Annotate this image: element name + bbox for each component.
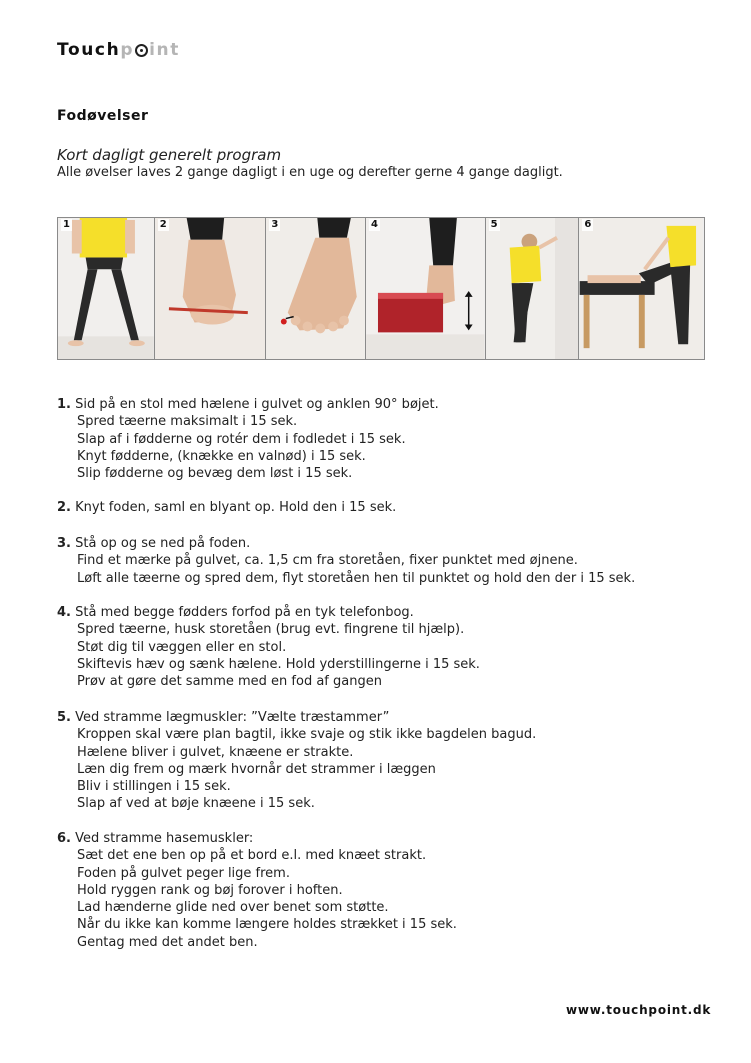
photo-number: 6 (584, 219, 592, 230)
exercise-step: Kroppen skal være plan bagtil, ikke svaje og stik ikke bagdelen bagud. (77, 727, 537, 743)
photo-number: 3 (271, 219, 279, 230)
exercise-lead (57, 396, 439, 413)
exercise-photo-strip (57, 217, 705, 360)
exercise-number: 6. (57, 831, 71, 846)
photo-panel-3 (266, 218, 366, 359)
exercise-step: Støt dig til væggen eller en stol. (77, 639, 287, 655)
exercise-step: Slip fødderne og bevæg dem løst i 15 sek. (77, 466, 353, 482)
exercise-step: Knyt fødderne, (knække en valnød) i 15 sek. (77, 448, 366, 464)
exercise-title: Sid på en stol med hælene i gulvet og anklen 90° bøjet. (75, 397, 439, 412)
exercise-5 (57, 709, 536, 813)
page-subtitle: Kort dagligt generelt program (57, 146, 282, 164)
exercise-step: Skiftevis hæv og sænk hælene. Hold yderstillingerne i 15 sek. (77, 656, 480, 672)
exercise-6 (57, 830, 457, 951)
exercise-step: Find et mærke på gulvet, ca. 1,5 cm fra storetåen, fixer punktet med øjnene. (77, 553, 578, 569)
exercise-lead (57, 499, 396, 516)
exercise-step: Løft alle tæerne og spred dem, flyt storetåen hen til punktet og hold den der i 15 sek. (77, 570, 636, 586)
exercise-number: 3. (57, 536, 71, 551)
photo-panel-1 (58, 218, 155, 359)
exercise-number: 5. (57, 710, 71, 725)
photo-number: 4 (371, 219, 379, 230)
photo-panel-5 (486, 218, 580, 359)
exercise-title: Stå med begge fødders forfod på en tyk telefonbog. (75, 605, 414, 620)
toes-spread-photo (266, 218, 365, 359)
wall-calf-stretch-photo (486, 218, 579, 359)
exercise-number: 2. (57, 500, 71, 515)
photo-panel-4 (366, 218, 486, 359)
photo-panel-6 (579, 218, 704, 359)
exercise-lead (57, 535, 635, 552)
photo-number: 2 (159, 219, 167, 230)
exercise-step: Prøv at gøre det samme med en fod af gangen (77, 674, 382, 690)
exercise-step: Spred tæerne maksimalt i 15 sek. (77, 414, 298, 430)
photo-number: 1 (63, 219, 70, 230)
logo-text-dark: Touch (57, 40, 121, 60)
exercise-number: 1. (57, 397, 71, 412)
exercise-step: Gentag med det andet ben. (77, 934, 258, 950)
footer-url: www.touchpoint.dk (566, 1003, 712, 1017)
logo-mark-icon (135, 44, 148, 57)
person-standing-feet-apart-photo (58, 218, 154, 359)
exercise-title: Ved stramme hasemuskler: (75, 831, 254, 846)
exercise-step: Slap af i fødderne og rotér dem i fodledet i 15 sek. (77, 431, 406, 447)
photo-number: 5 (490, 219, 498, 230)
page-title: Fodøvelser (57, 108, 149, 124)
exercise-lead (57, 604, 480, 621)
intro-text: Alle øvelser laves 2 gange dagligt i en uge og derefter gerne 4 gange dagligt. (57, 165, 563, 180)
exercise-step: Spred tæerne, husk storetåen (brug evt. fingrene til hjælp). (77, 622, 465, 638)
exercise-lead (57, 709, 536, 726)
exercise-1 (57, 396, 439, 482)
exercise-step: Lad hænderne glide ned over benet som støtte. (77, 900, 389, 916)
exercise-step: Bliv i stillingen i 15 sek. (77, 779, 231, 795)
exercise-step: Hælene bliver i gulvet, knæene er strakte. (77, 744, 354, 760)
exercise-step: Læn dig frem og mærk hvornår det strammer i læggen (77, 761, 436, 777)
foot-gripping-pencil-photo (155, 218, 266, 359)
exercise-step: Sæt det ene ben op på et bord e.l. med knæet strakt. (77, 848, 427, 864)
exercise-3 (57, 535, 635, 587)
logo: Touchp int (57, 40, 180, 60)
exercise-2 (57, 499, 396, 516)
logo-text-grey: int (149, 40, 180, 60)
exercise-step: Foden på gulvet peger lige frem. (77, 865, 290, 881)
feet-on-book-heel-raise-photo (366, 218, 485, 359)
exercise-step: Når du ikke kan komme længere holdes strækket i 15 sek. (77, 917, 457, 933)
exercise-title: Stå op og se ned på foden. (75, 536, 251, 551)
exercise-step: Slap af ved at bøje knæene i 15 sek. (77, 796, 315, 812)
exercise-lead (57, 830, 457, 847)
exercise-step: Hold ryggen rank og bøj forover i hoften. (77, 882, 343, 898)
exercise-number: 4. (57, 605, 71, 620)
exercise-4 (57, 604, 480, 690)
photo-panel-2 (155, 218, 267, 359)
hamstring-stretch-on-table-photo (579, 218, 704, 359)
exercise-title: Ved stramme lægmuskler: ”Vælte træstammer” (75, 710, 390, 725)
exercise-title: Knyt foden, saml en blyant op. Hold den i 15 sek. (75, 500, 397, 515)
